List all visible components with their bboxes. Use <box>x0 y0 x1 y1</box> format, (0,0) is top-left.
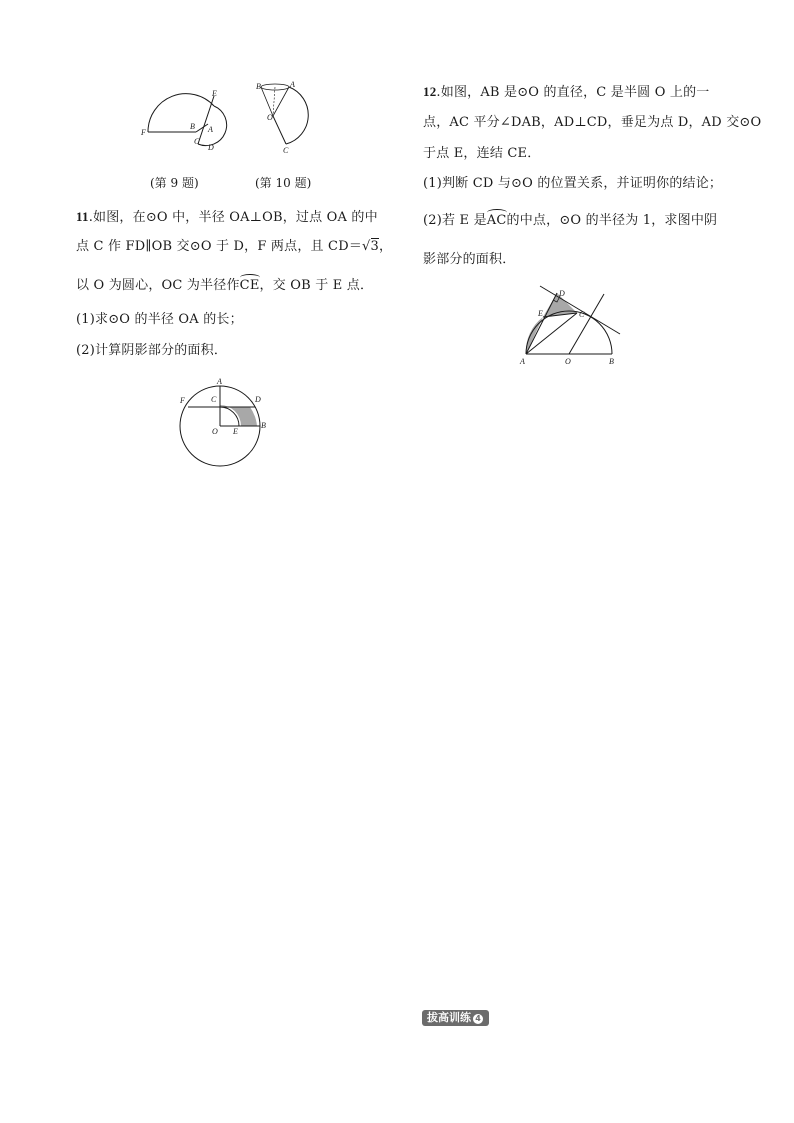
fig10-cone-left <box>261 87 273 116</box>
fig10-label: A <box>290 80 295 89</box>
q12-sub3: 影部分的面积． <box>423 252 516 267</box>
q11-sub1: (1)求⊙O 的半径 OA 的长； <box>76 312 243 327</box>
sqrt-radicand: 3 <box>370 239 379 254</box>
q11-line3: 以 O 为圆心，OC 为半径作 CE，交 OB 于 E 点． <box>76 277 373 295</box>
caption-fig9: (第 9 题) <box>150 176 199 190</box>
arc-ce: CE <box>240 277 260 295</box>
sqrt-sign: √ <box>362 239 371 254</box>
fig10-label: C <box>283 146 289 155</box>
q12-sub2: (2)若 E 是 AC的中点，⊙O 的半径为 1，求图中阴 <box>423 212 717 230</box>
fig11-label: A <box>217 377 222 386</box>
fig9-label: A <box>208 125 213 134</box>
arc-ac: AC <box>487 212 507 230</box>
caption-fig10: (第 10 题) <box>255 176 312 190</box>
fig12-label: D <box>559 289 565 298</box>
fig12-label: B <box>609 357 614 366</box>
fig12-line-OC <box>569 294 604 354</box>
fig10-sector-arc <box>286 87 308 144</box>
q12-line1: 12.如图，AB 是⊙O 的直径，C 是半圆 O 上的一 <box>423 84 710 100</box>
fig9-label: E <box>212 89 217 98</box>
q12-sub1: (1)判断 CD 与⊙O 的位置关系，并证明你的结论； <box>423 176 723 191</box>
badge-number: 4 <box>473 1014 483 1024</box>
fig12-line-AD <box>526 293 557 354</box>
figure-11 <box>175 364 275 468</box>
q11-number: 11 <box>76 209 89 224</box>
figure-12 <box>516 282 624 372</box>
fig11-label: B <box>261 421 266 430</box>
fig9-label: D <box>208 143 214 152</box>
figure-9 <box>138 84 230 156</box>
fig9-label: B <box>190 122 195 131</box>
fig12-label: O <box>565 357 571 366</box>
fig10-axis <box>273 87 275 116</box>
fig9-line-EC <box>198 96 214 144</box>
fig10-label: O <box>267 113 273 122</box>
q12-number: 12 <box>423 84 437 99</box>
fig11-label: O <box>212 427 218 436</box>
training-badge: 拔高训练 4 <box>422 1010 489 1026</box>
fig11-label: C <box>211 395 217 404</box>
fig9-label: C <box>194 137 200 146</box>
q11-line2: 点 C 作 FD∥OB 交⊙O 于 D，F 两点，且 CD＝√3， <box>76 239 393 254</box>
figure-10 <box>252 80 312 156</box>
arc-mark <box>487 209 507 216</box>
q11-sub2: (2)计算阴影部分的面积． <box>76 343 228 358</box>
arc-mark <box>240 274 260 281</box>
fig10-line-OC <box>273 116 286 144</box>
fig10-cone-right <box>273 87 289 116</box>
fig11-label: D <box>255 395 261 404</box>
q12-line3: 于点 E，连结 CE． <box>423 146 541 161</box>
fig12-label: E <box>538 309 543 318</box>
fig10-label: B <box>256 82 261 91</box>
fig11-label: E <box>233 427 238 436</box>
q11-line1: 11.如图，在⊙O 中，半径 OA⊥OB，过点 OA 的中 <box>76 209 378 225</box>
fig9-label: F <box>141 128 146 137</box>
q12-line2: 点，AC 平分∠DAB，AD⊥CD，垂足为点 D，AD 交⊙O <box>423 115 762 130</box>
fig12-label: C <box>579 310 585 319</box>
fig12-label: A <box>520 357 525 366</box>
fig11-label: F <box>180 396 185 405</box>
